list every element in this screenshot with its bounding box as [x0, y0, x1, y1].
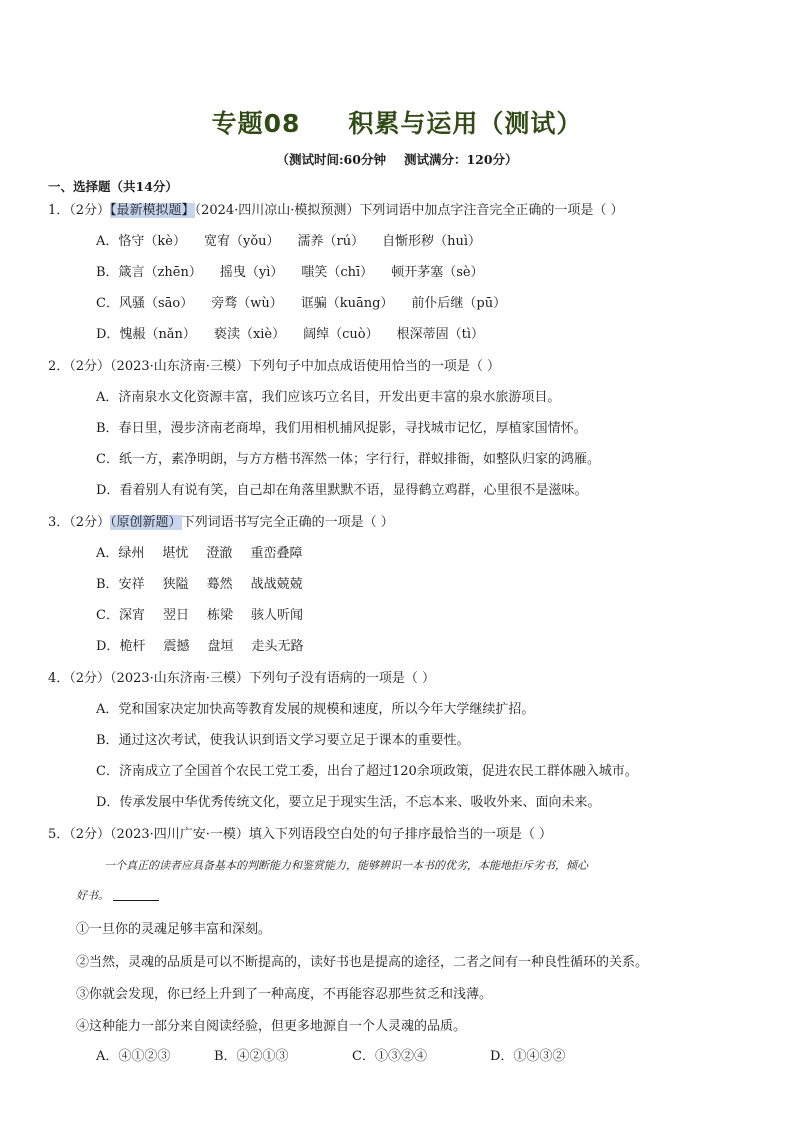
q4-option-a[interactable]: [96, 701, 534, 719]
sentence-item-2: ②当然，灵魂的品质是可以不断提高的，读好书也是提高的途径，二者之间有一种良性循环的关系。: [76, 955, 649, 970]
option-label: B．: [96, 421, 119, 436]
option-word: 根深蒂固（tì）: [396, 327, 484, 342]
option-word: 蓦然: [206, 577, 233, 592]
option-word: 顿开茅塞（sè）: [391, 265, 484, 280]
fill-blank: [113, 900, 159, 901]
option-word: 安祥: [118, 577, 145, 592]
q5-choice-b[interactable]: B．④②①③: [214, 1049, 289, 1064]
option-label: A．: [96, 390, 119, 405]
option-word: 摇曳（yì）: [219, 265, 284, 280]
question-4-stem: [48, 670, 435, 688]
q5-choice-d[interactable]: D．①④③②: [490, 1049, 566, 1064]
page-title: [0, 104, 794, 140]
option-text: 济南成立了全国首个农民工党工委，出台了超过120余项政策，促进农民工群体融入城市。: [118, 764, 638, 779]
q1-option-a[interactable]: [96, 233, 499, 251]
question-number: 3．（2分）: [48, 515, 111, 530]
option-word: 堪忧: [162, 546, 189, 561]
option-word: 亵渎（xiè）: [213, 327, 286, 342]
option-text: 看着别人有说有笑，自己却在角落里默默不语，显得鹤立鸡群，心里很不是滋味。: [119, 483, 588, 498]
option-label: D．: [96, 639, 120, 654]
question-5-stem: [48, 826, 552, 844]
q3-option-a[interactable]: [96, 545, 320, 563]
title-topic-name: 积累与运用（测试）: [348, 109, 583, 138]
option-word: 桅杆: [119, 639, 146, 654]
question-number: 5．（2分）: [48, 827, 111, 842]
passage-line-2: [76, 887, 159, 903]
option-word: 旁骛（wù）: [211, 296, 283, 311]
question-text: （2023·四川广安·一模）填入下列语段空白处的句子排序最恰当的一项是（ ）: [110, 827, 553, 842]
option-word: 宽宥（yǒu）: [203, 234, 280, 249]
question-text: （2023·山东济南·三模）下列句子没有语病的一项是（ ）: [110, 671, 436, 686]
option-word: 自惭形秽（huì）: [382, 234, 482, 249]
option-text: 党和国家决定加快高等教育发展的规模和速度，所以今年大学继续扩招。: [118, 702, 535, 717]
question-text: 下列词语书写完全正确的一项是（ ）: [181, 515, 394, 530]
option-word: 澄澈: [206, 546, 233, 561]
q4-option-d[interactable]: [96, 794, 600, 812]
question-number: 2．（2分）: [48, 359, 111, 374]
passage-text: 好书。: [76, 889, 109, 902]
option-text: 传承发展中华优秀传统文化，要立足于现实生活，不忘本来、吸收外来、面向未来。: [119, 795, 601, 810]
q4-option-c[interactable]: [96, 763, 638, 781]
option-text: 通过这次考试，使我认识到语文学习要立足于课本的重要性。: [118, 733, 470, 748]
option-word: 愧赧（nǎn）: [119, 327, 196, 342]
option-word: 诓骗（kuāng）: [300, 296, 394, 311]
option-word: 走头无路: [251, 639, 304, 654]
q2-option-a[interactable]: [96, 389, 560, 407]
sentence-item-1: ①一旦你的灵魂足够丰富和深刻。: [76, 922, 272, 937]
q2-option-c[interactable]: [96, 451, 600, 469]
q3-option-c[interactable]: [96, 607, 321, 625]
option-label: C．: [96, 764, 119, 779]
question-1-stem: [48, 202, 624, 220]
q5-choice-c[interactable]: C．①③②④: [352, 1049, 427, 1064]
q2-option-b[interactable]: [96, 420, 587, 438]
exam-time: （测试时间:60分钟: [276, 152, 386, 167]
option-word: 恪守（kè）: [118, 234, 186, 249]
question-text: （2024·四川凉山·模拟预测）下列词语中加点字注音完全正确的一项是（ ）: [194, 203, 624, 218]
option-word: 战战兢兢: [250, 577, 303, 592]
question-3-stem: [48, 514, 394, 532]
option-label: D．: [96, 483, 120, 498]
option-label: A．: [96, 702, 119, 717]
q2-option-d[interactable]: [96, 482, 587, 500]
option-word: 箴言（zhēn）: [118, 265, 202, 280]
option-text: 春日里，漫步济南老商埠，我们用相机捕风捉影，寻找城市记忆，厚植家国情怀。: [118, 421, 587, 436]
question-tag: 【最新模拟题】: [110, 203, 195, 218]
sentence-item-4: ④这种能力一部分来自阅读经验，但更多地源自一个人灵魂的品质。: [76, 1019, 467, 1034]
option-word: 嗤笑（chī）: [301, 265, 374, 280]
q3-option-b[interactable]: [96, 576, 321, 594]
q3-option-d[interactable]: [96, 638, 322, 656]
exam-score: 测试满分：120分）: [403, 152, 518, 167]
question-2-stem: [48, 358, 500, 376]
option-word: 风骚（sāo）: [118, 296, 194, 311]
passage-line-1: 一个真正的读者应具备基本的判断能力和鉴赏能力，能够辨识一本书的优劣，本能地拒斥劣书，倾心: [104, 859, 588, 872]
option-label: A．: [96, 234, 119, 249]
option-label: C．: [96, 296, 119, 311]
option-word: 绿州: [118, 546, 145, 561]
option-label: C．: [96, 608, 119, 623]
exam-info: [0, 150, 794, 168]
option-label: B．: [96, 577, 119, 592]
option-word: 骇人听闻: [251, 608, 304, 623]
q4-option-b[interactable]: [96, 732, 470, 750]
option-label: D．: [96, 327, 120, 342]
option-text: 纸一方，素净明朗，与方方楷书浑然一体；字行行，群蚁排衙，如整队归家的鸿雁。: [118, 452, 600, 467]
option-text: 济南泉水文化资源丰富，我们应该巧立名目，开发出更丰富的泉水旅游项目。: [118, 390, 561, 405]
option-label: B．: [96, 733, 119, 748]
q5-choice-a[interactable]: A．④①②③: [96, 1049, 171, 1064]
question-tag: （原创新题）: [110, 515, 182, 530]
option-word: 前仆后继（pū）: [411, 296, 507, 311]
section-heading: 一、选择题（共14分）: [48, 179, 178, 194]
q1-option-b[interactable]: [96, 264, 502, 282]
q1-option-c[interactable]: [96, 295, 524, 313]
option-word: 深宵: [118, 608, 145, 623]
option-word: 狭隘: [162, 577, 189, 592]
option-word: 濡养（rú）: [297, 234, 365, 249]
question-text: （2023·山东济南·三模）下列句子中加点成语使用恰当的一项是（ ）: [110, 359, 501, 374]
option-word: 翌日: [162, 608, 189, 623]
option-word: 重峦叠障: [250, 546, 303, 561]
option-word: 盘垣: [207, 639, 234, 654]
option-label: B．: [96, 265, 119, 280]
option-label: C．: [96, 452, 119, 467]
option-label: D．: [96, 795, 120, 810]
q1-option-d[interactable]: [96, 326, 502, 344]
title-topic-number: 专题08: [211, 109, 301, 138]
q5-choices: [96, 1045, 565, 1064]
option-word: 震撼: [163, 639, 190, 654]
question-number: 4．（2分）: [48, 671, 111, 686]
option-label: A．: [96, 546, 119, 561]
sentence-item-3: ③你就会发现，你已经上升到了一种高度，不再能容忍那些贫乏和浅薄。: [76, 987, 493, 1002]
option-word: 阔绰（cuò）: [303, 327, 379, 342]
option-word: 栋梁: [206, 608, 233, 623]
question-number: 1．（2分）: [48, 203, 111, 218]
